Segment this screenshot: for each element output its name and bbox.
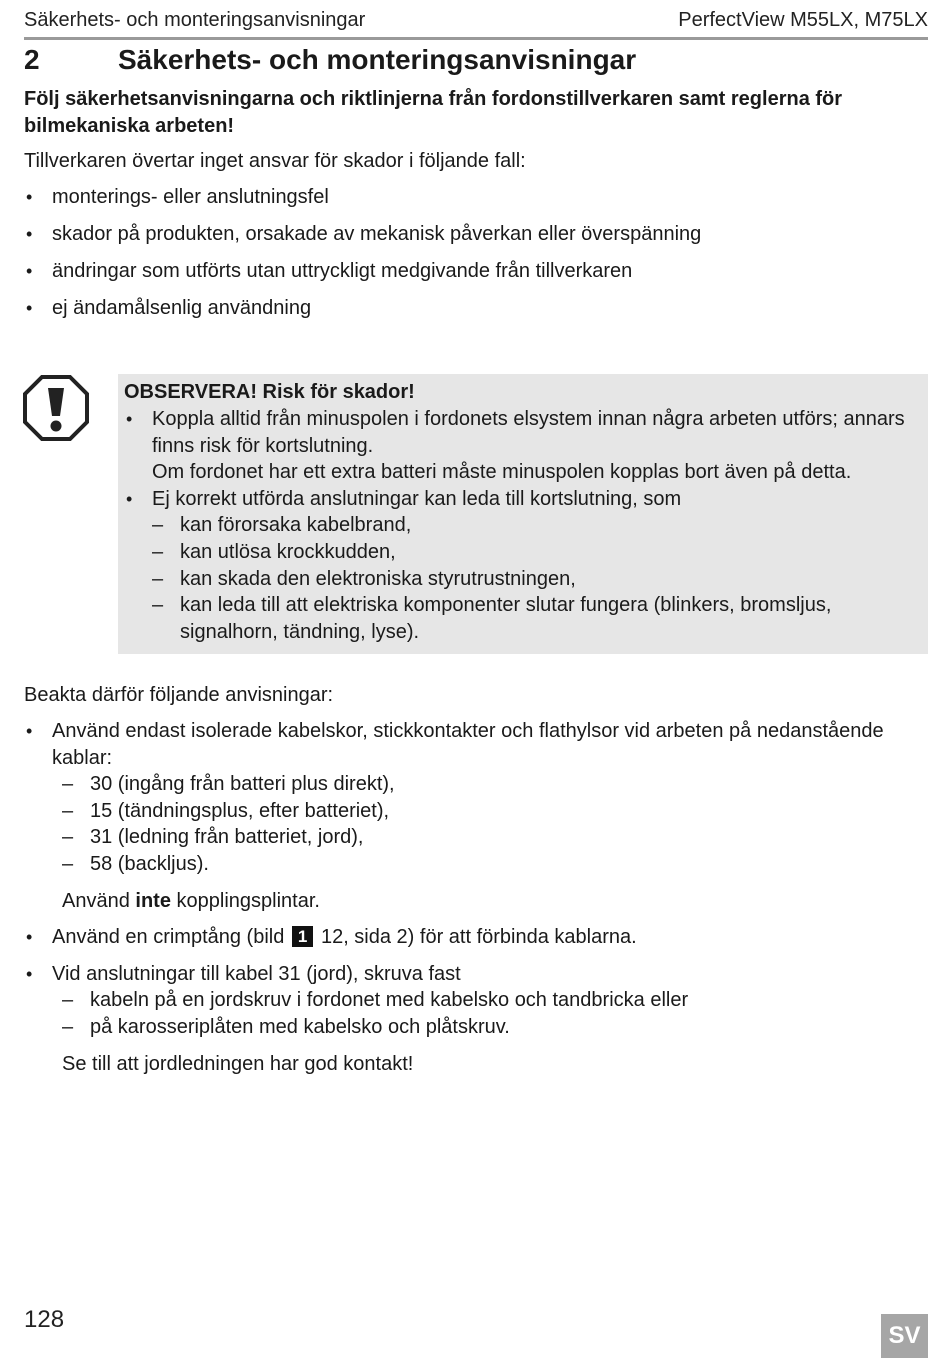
liability-list xyxy=(24,184,928,332)
dash-icon: – xyxy=(152,514,164,537)
bullet-icon: • xyxy=(26,187,33,207)
warning-sublist xyxy=(152,512,928,645)
bullet-icon: • xyxy=(126,488,133,509)
bullet-icon: • xyxy=(26,224,33,244)
warning-title: OBSERVERA! Risk för skador! xyxy=(124,381,415,403)
cable-list xyxy=(62,771,934,877)
list-item: • Använd en crimptång (bild 1 12, sida 2) för att förbinda kablarna. xyxy=(24,924,934,951)
list-item: – 15 (tändningsplus, efter batteriet), xyxy=(62,798,934,825)
bullet-icon: • xyxy=(26,963,33,984)
lead-paragraph: Följ säkerhetsanvisningarna och riktlinjerna från fordonstillverkaren samt reglerna för bilmekaniska arbeten! xyxy=(24,88,843,137)
list-item: • ej ändamålsenlig användning xyxy=(24,295,928,322)
dash-icon: – xyxy=(152,594,164,617)
warning-text: Om fordonet har ett extra batteri måste minuspolen kopplas bort även på detta. xyxy=(152,461,852,484)
bullet-icon: • xyxy=(26,298,33,318)
figure-reference-badge: 1 xyxy=(292,926,313,947)
list-item xyxy=(24,961,934,1077)
running-header xyxy=(24,6,928,40)
list-item: – kan skada den elektroniska styrutrustningen, xyxy=(152,566,928,593)
list-item: – kan utlösa krockkudden, xyxy=(152,539,928,566)
bullet-icon: • xyxy=(126,409,133,429)
list-item xyxy=(24,718,934,914)
dash-icon: – xyxy=(152,567,164,590)
dash-icon: – xyxy=(62,1015,74,1038)
language-tab: SV xyxy=(881,1314,928,1358)
list-item: – kan förorsaka kabelbrand, xyxy=(152,512,928,539)
dash-icon: – xyxy=(152,540,164,563)
instructions-list xyxy=(24,718,934,1087)
chapter-title: Säkerhets- och monteringsanvisningar xyxy=(118,44,637,75)
list-item: – kabeln på en jordskruv i fordonet med kabelsko och tandbricka eller xyxy=(62,987,934,1014)
warning-list xyxy=(124,406,928,645)
page-number: 128 xyxy=(24,1306,65,1333)
list-item: – på karosseriplåten med kabelsko och plåtskruv. xyxy=(62,1014,934,1041)
list-item: – 58 (backljus). xyxy=(62,851,934,878)
list-item: • monterings- eller anslutningsfel xyxy=(24,184,928,211)
warning-box xyxy=(118,374,928,654)
ground-list xyxy=(62,987,934,1040)
instructions-intro: Beakta därför följande anvisningar: xyxy=(24,684,334,706)
list-item xyxy=(124,406,928,486)
bullet-icon: • xyxy=(26,721,33,741)
header-section-title: Säkerhets- och monteringsanvisningar xyxy=(24,9,366,31)
list-item: • ändringar som utförts utan uttryckligt medgivande från tillverkaren xyxy=(24,258,928,285)
dash-icon: – xyxy=(62,852,74,875)
list-item: – kan leda till att elektriska komponenter slutar fungera (blinkers, bromsljus, signalhorn, tändning, lyse). xyxy=(152,594,832,643)
bullet-icon: • xyxy=(26,261,33,281)
warning-text: Ej korrekt utförda anslutningar kan leda till kortslutning, som xyxy=(152,487,682,510)
warning-octagon-exclamation-icon xyxy=(22,374,90,442)
instruction-text: Använd endast isolerade kabelskor, stickkontakter och flathylsor vid arbeten på nedanstående kablar: xyxy=(52,720,884,769)
header-product-name: PerfectView M55LX, M75LX xyxy=(678,9,928,31)
instruction-note: Använd inte kopplingsplintar. xyxy=(62,889,320,912)
list-item: • skador på produkten, orsakade av mekanisk påverkan eller överspänning xyxy=(24,221,928,248)
list-item: – 31 (ledning från batteriet, jord), xyxy=(62,824,934,851)
warning-text: Koppla alltid från minuspolen i fordonets elsystem innan några arbeten utförs; annars finns risk för kortslutning. xyxy=(152,408,905,457)
dash-icon: – xyxy=(62,826,74,849)
list-item: – 30 (ingång från batteri plus direkt), xyxy=(62,771,934,798)
instruction-text: Vid anslutningar till kabel 31 (jord), skruva fast xyxy=(52,962,461,985)
bullet-icon: • xyxy=(26,927,33,948)
dash-icon: – xyxy=(62,773,74,796)
instruction-note: Se till att jordledningen har god kontakt! xyxy=(62,1052,414,1075)
dash-icon: – xyxy=(62,989,74,1012)
chapter-number: 2 xyxy=(24,44,40,75)
liability-intro: Tillverkaren övertar inget ansvar för skador i följande fall: xyxy=(24,150,526,172)
dash-icon: – xyxy=(62,799,74,822)
list-item xyxy=(124,486,928,646)
